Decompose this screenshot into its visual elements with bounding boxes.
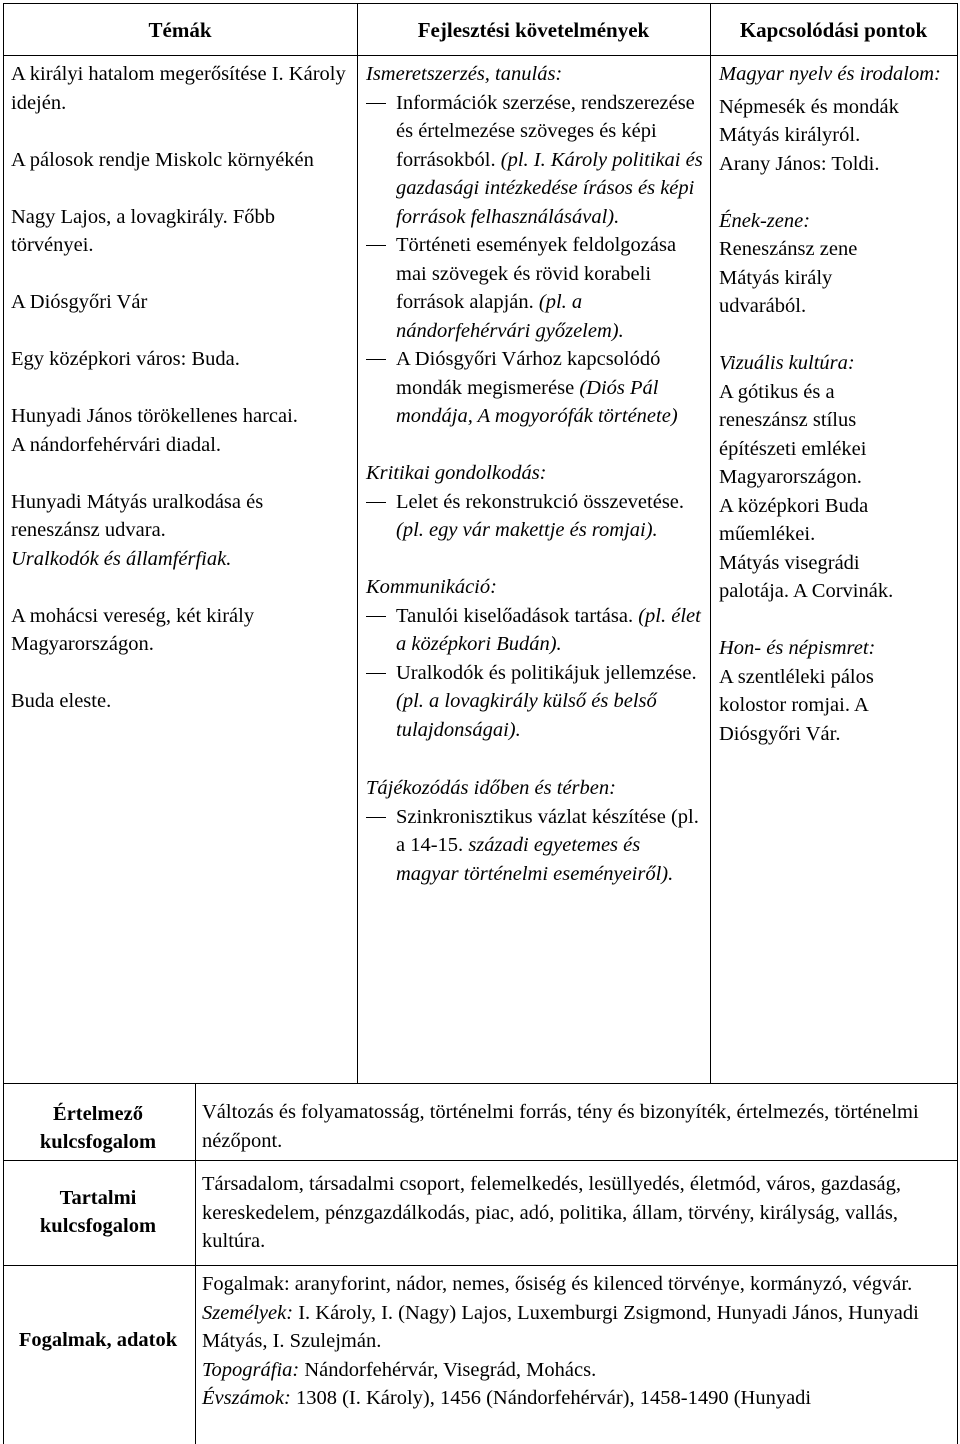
requirement-item: Szinkronisztikus vázlat készítése (pl. a 14-15. századi egyetemes és magyar történelmi eseményeiről). — [366, 803, 704, 889]
label-ertelmezo-kulcsfogalom: Értelmező kulcsfogalom — [39, 1103, 157, 1153]
section-title-kritikai: Kritikai gondolkodás: — [366, 462, 547, 484]
section-title-ismeretszerzes: Ismeretszerzés, tanulás: — [366, 63, 563, 85]
theme-item: Hunyadi Mátyás uralkodása és reneszánsz udvara. — [11, 490, 264, 541]
szemelyek-text: Személyek: I. Károly, I. (Nagy) Lajos, Luxemburgi Zsigmond, Hunyadi János, Hunyadi Mátyás, I. Szulejmán. — [202, 1301, 919, 1352]
header-themes: Témák — [148, 18, 212, 42]
header-divider — [3, 55, 957, 56]
connection-line: udvarából. — [719, 295, 807, 317]
requirement-item: Információk szerzése, rendszerezése és értelmezése szöveges és képi forrásokból. (pl. I. Károly politikai és gazdasági intézkedése írásos és képi források felhasználásával). — [366, 89, 704, 232]
bottom-row-divider-1 — [3, 1160, 957, 1161]
section-title-tajekozodas: Tájékozódás időben és térben: — [366, 777, 616, 799]
connection-line: A gótikus és a — [719, 380, 835, 403]
label-fogalmak-adatok: Fogalmak, adatok — [18, 1329, 178, 1351]
theme-item: Egy középkori város: Buda. — [11, 348, 240, 370]
connection-line: építészeti emlékei — [719, 437, 867, 460]
connection-line: reneszánsz stílus — [719, 409, 857, 431]
table-right-border — [957, 3, 958, 1444]
bottom-table-top-border — [3, 1083, 957, 1084]
connection-line: kolostor romjai. A — [719, 694, 869, 716]
connection-line: A középkori Buda — [719, 494, 869, 517]
requirement-item: Uralkodók és politikájuk jellemzése. (pl. a lovagkirály külső és belső tulajdonságai). — [366, 659, 704, 745]
theme-item: Buda eleste. — [11, 690, 112, 712]
theme-item: A királyi hatalom megerősítése I. Károly idején. — [11, 63, 346, 114]
text-ertelmezo-kulcsfogalom: Változás és folyamatosság, történelmi forrás, tény és bizonyíték, értelmezés, történelmi nézőpont. — [202, 1101, 919, 1152]
topografia-text: Topográfia: Nándorfehérvár, Visegrád, Mohács. — [202, 1358, 597, 1381]
connection-line: Népmesék és mondák — [719, 95, 899, 118]
requirement-item: Történeti események feldolgozása mai szövegek és rövid korabeli források alapján. (pl. a nándorfehérvári győzelem). — [366, 231, 704, 345]
connection-line: Magyarországon. — [719, 466, 862, 488]
section-title-kommunikacio: Kommunikáció: — [366, 576, 497, 598]
table-top-border — [3, 3, 957, 4]
column-divider-2 — [710, 3, 711, 1083]
connections-column — [719, 60, 953, 748]
connection-title: Vizuális kultúra: — [719, 352, 855, 374]
theme-item: A Diósgyőri Vár — [11, 291, 148, 313]
requirements-column — [366, 60, 704, 888]
theme-item: A mohácsi vereség, két király Magyarországon. — [11, 604, 255, 655]
connection-title: Magyar nyelv és irodalom: — [719, 63, 941, 85]
connection-title: Hon- és népismret: — [719, 637, 876, 659]
connection-line: Reneszánsz zene — [719, 238, 858, 260]
connection-line: Arany János: Toldi. — [719, 152, 880, 175]
connection-line: A szentléleki pálos — [719, 665, 874, 688]
connection-line: Mátyás király — [719, 266, 833, 289]
text-tartalmi-kulcsfogalom: Társadalom, társadalmi csoport, felemelkedés, lesüllyedés, életmód, város, gazdaság, kereskedelem, pénzgazdálkodás, piac, adó, politika, állam, törvény, királyság, vallás, kultúra. — [202, 1173, 902, 1252]
connection-line: Mátyás királyról. — [719, 124, 861, 146]
evszamok-text: Évszámok: 1308 (I. Károly), 1456 (Nándorfehérvár), 1458-1490 (Hunyadi — [202, 1387, 812, 1409]
table-left-border — [3, 3, 4, 1444]
bottom-row-divider-2 — [3, 1265, 957, 1266]
fogalmak-text: Fogalmak: aranyforint, nádor, nemes, ősiség és kilenced törvénye, kormányzó, végvár. — [202, 1273, 913, 1295]
connection-line: Mátyás visegrádi — [719, 551, 860, 574]
requirement-item: A Diósgyőri Várhoz kapcsolódó mondák megismerése (Diós Pál mondája, A mogyorófák története) — [366, 345, 704, 431]
connection-line: Diósgyőri Vár. — [719, 722, 841, 745]
column-divider-1 — [357, 3, 358, 1083]
fogalmak-adatok-cell — [202, 1270, 952, 1413]
theme-item: Nagy Lajos, a lovagkirály. Főbb törvényei. — [11, 205, 275, 256]
connection-line: palotája. A Corvinák. — [719, 580, 894, 602]
theme-item: A pálosok rendje Miskolc környékén — [11, 148, 314, 171]
requirement-item: Lelet és rekonstrukció összevetése. (pl. egy vár makettje és romjai). — [366, 488, 704, 545]
header-requirements: Fejlesztési követelmények — [417, 18, 650, 42]
themes-column — [11, 60, 351, 716]
theme-item: Uralkodók és államférfiak. — [11, 547, 232, 570]
connection-title: Ének-zene: — [719, 209, 811, 232]
connection-line: műemlékei. — [719, 523, 816, 545]
requirement-item: Tanulói kiselőadások tartása. (pl. élet a középkori Budán). — [366, 602, 704, 659]
header-connections: Kapcsolódási pontok — [739, 18, 928, 42]
theme-item: Hunyadi János törökellenes harcai. — [11, 405, 298, 427]
bottom-label-divider — [195, 1083, 196, 1444]
label-tartalmi-kulcsfogalom: Tartalmi kulcsfogalom — [39, 1187, 157, 1237]
theme-item: A nándorfehérvári diadal. — [11, 433, 222, 456]
